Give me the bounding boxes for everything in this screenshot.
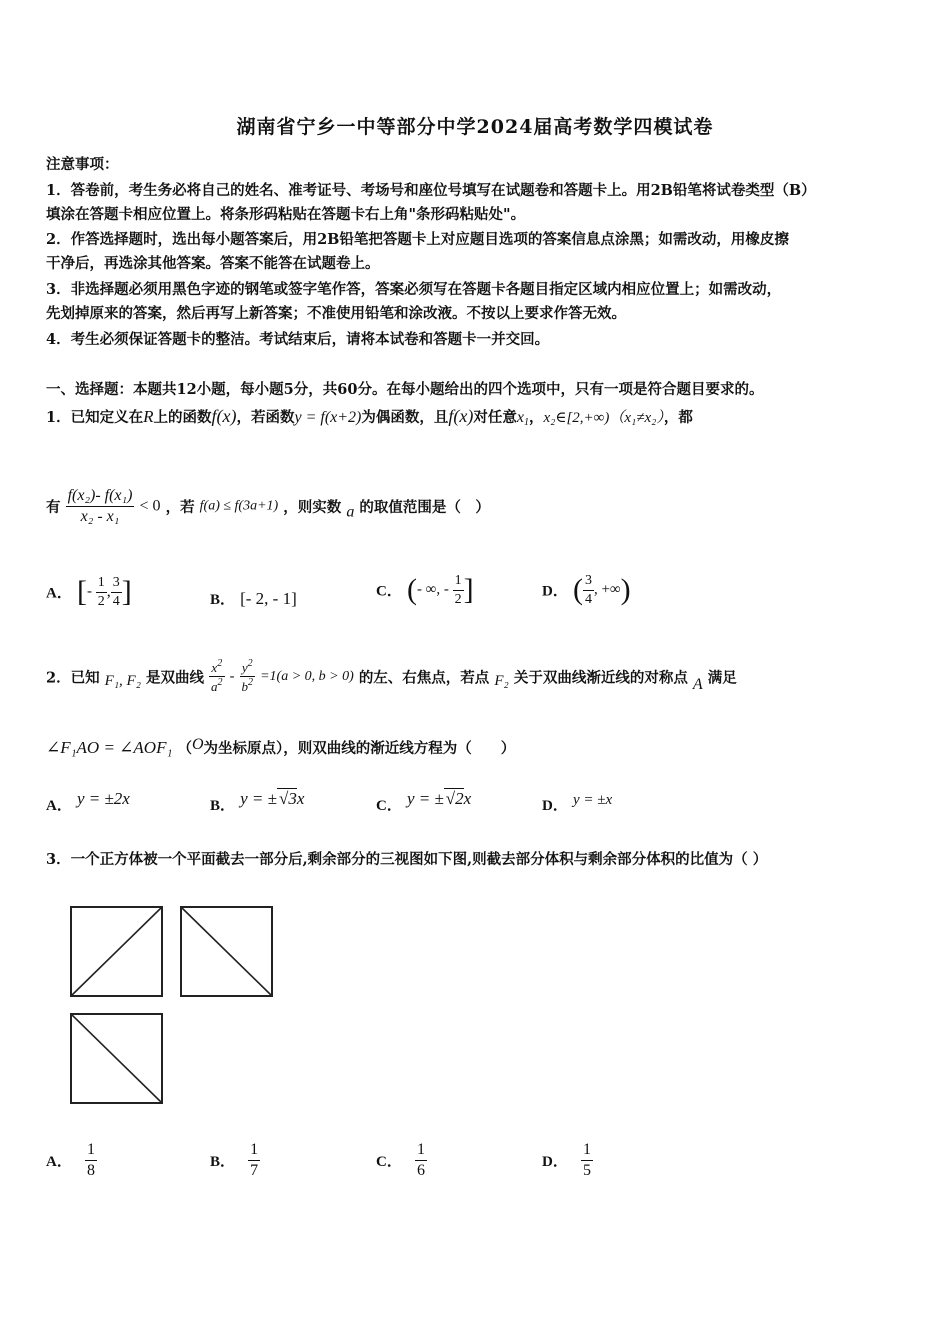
question-2-line-2: ∠F₁AO = ∠AOF₁ （O为坐标原点），则双曲线的渐近线方程为（ ）	[46, 736, 516, 757]
notice-line: 4．考生必须保证答题卡的整洁。考试结束后，请将本试卷和答题卡一并交回。	[46, 331, 550, 348]
notice-line: 3．非选择题必须用黑色字迹的钢笔或签字笔作答，答案必须写在答题卡各题目指定区域内相应位置上；如需改动，	[46, 281, 782, 298]
option-b[interactable]: B． $\frac{1}{7}$	[210, 1141, 259, 1179]
option-c[interactable]: C． $\frac{1}{6}$	[376, 1141, 425, 1179]
option-a[interactable]: A． [- $\frac{1}{2}$ , $\frac{3}{4}$ ]	[46, 575, 132, 609]
question-1-line-1: 1．已知定义在R上的函数f(x)，若函数y = f(x+2)为偶函数，且f(x)对任意$x_1$，x₂∈[2,+∞)（x₁≠x₂），都	[46, 406, 693, 428]
page-title: 湖南省宁乡一中等部分中学2024届高考数学四模试卷	[236, 116, 714, 138]
notice-line: 1．答卷前，考生务必将自己的姓名、准考证号、考场号和座位号填写在试题卷和答题卡上。用2B铅笔将试卷类型（B）	[46, 182, 816, 199]
option-b[interactable]: B． [- 2, - 1]	[210, 589, 297, 608]
option-d[interactable]: D． ( $\frac{3}{4}$ , +∞)	[542, 573, 631, 607]
option-a[interactable]: A． y = ±2x	[46, 789, 130, 814]
side-view-diagonal	[181, 907, 272, 996]
option-a[interactable]: A． $\frac{1}{8}$	[46, 1141, 95, 1179]
question-1-line-2: 有 $\frac{\text{f(x₂)- f(x₁)}}{\text{x₂ - x₁}}$ < 0 ，若 f(a) ≤ f(3a+1) ，则实数 a 的取值范围是（ ）	[46, 487, 490, 525]
question-3-text: 3．一个正方体被一个平面截去一部分后,剩余部分的三视图如下图,则截去部分体积与剩余部分体积的比值为（ ）	[46, 851, 768, 868]
fraction: $\frac{\text{f(x₂)- f(x₁)}}{\text{x₂ - x₁}}$	[67, 487, 133, 525]
option-d[interactable]: D． y = ±x	[542, 792, 613, 814]
notice-heading: 注意事项：	[46, 156, 119, 173]
option-b[interactable]: B． y = ± √3x	[210, 789, 305, 814]
notice-line: 填涂在答题卡相应位置上。将条形码粘贴在答题卡右上角"条形码粘贴处"。	[46, 206, 526, 223]
option-c[interactable]: C． y = ± √2x	[376, 789, 472, 814]
notice-line: 干净后，再选涂其他答案。答案不能答在试题卷上。	[46, 255, 380, 272]
notice-line: 2．作答选择题时，选出每小题答案后，用2B铅笔把答题卡上对应题目选项的答案信息点涂黑；如需改动，用橡皮擦	[46, 231, 789, 248]
front-view-diagonal	[71, 907, 162, 996]
question-2-line-1: 2．已知 F₁, F₂ 是双曲线 $\frac{x^2}{a^2}$ - $\frac{y^2}{b^2}$ =1(a > 0, b > 0) 的左、右焦点，若点 F₂ 关于双曲线渐近线的对称点 A 满足	[46, 658, 737, 695]
option-c[interactable]: C． (- ∞, - $\frac{1}{2}$ ]	[376, 573, 474, 607]
notice-line: 先划掉原来的答案，然后再写上新答案；不准使用铅笔和涂改液。不按以上要求作答无效。	[46, 305, 626, 322]
section-heading: 一、选择题：本题共12小题，每小题5分，共60分。在每小题给出的四个选项中，只有一项是符合题目要求的。	[46, 381, 764, 398]
option-d[interactable]: D． $\frac{1}{5}$	[542, 1141, 591, 1179]
top-view-diagonal	[71, 1014, 162, 1103]
